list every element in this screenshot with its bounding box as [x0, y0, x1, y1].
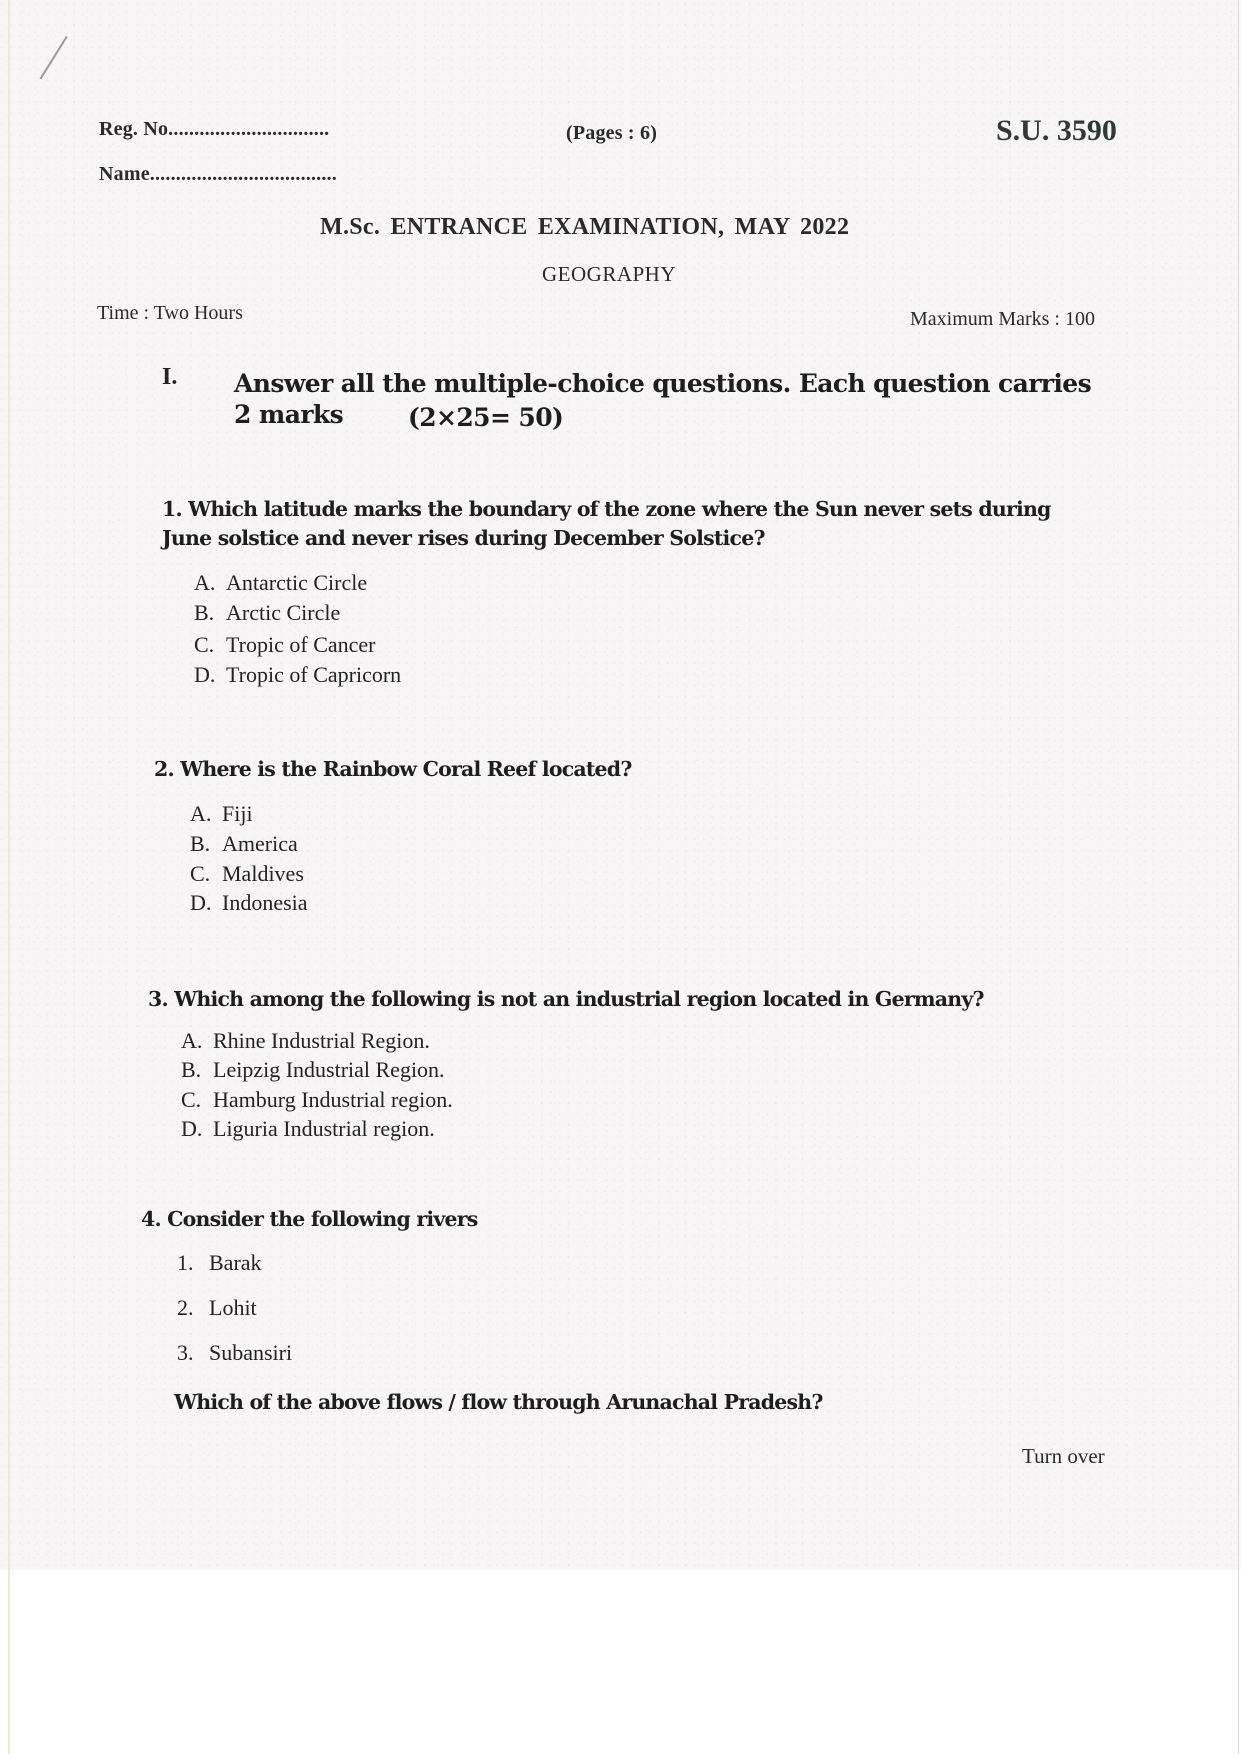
scan-left-edge — [8, 0, 10, 1754]
question-3-option-d: D. Liguria Industrial region. — [181, 1116, 435, 1141]
paper-code: S.U. 3590 — [996, 114, 1117, 147]
marks-per-question: 2 marks — [234, 400, 344, 429]
section-number: I. — [162, 364, 178, 390]
question-1-option-a: A. Antarctic Circle — [194, 570, 368, 595]
question-4-item-3: 3. Subansiri — [177, 1340, 293, 1365]
question-3-text: 3. Which among the following is not an industrial region located in Germany? — [148, 987, 984, 1011]
question-1-text: 1. Which latitude marks the boundary of the zone where the Sun never sets during — [162, 497, 1051, 521]
subject-title: GEOGRAPHY — [542, 262, 677, 286]
question-1-text-cont: June solstice and never rises during December Solstice? — [162, 526, 765, 550]
maximum-marks: Maximum Marks : 100 — [910, 308, 1095, 330]
question-3-option-c: C. Hamburg Industrial region. — [181, 1087, 453, 1112]
question-2-option-a: A. Fiji — [190, 801, 253, 826]
marks-total: (2×25= 50) — [408, 403, 564, 432]
section-instruction-line1: Answer all the multiple-choice questions. Each question carries — [234, 369, 1092, 398]
question-4-prompt: Which of the above flows / flow through Arunachal Pradesh? — [174, 1390, 823, 1414]
question-1-option-d: D. Tropic of Capricorn — [194, 662, 402, 687]
question-4-text: 4. Consider the following rivers — [141, 1207, 478, 1231]
question-4-item-1: 1. Barak — [177, 1250, 262, 1275]
scan-right-edge — [1238, 0, 1239, 1754]
question-4-item-2: 2. Lohit — [177, 1295, 257, 1320]
question-2-option-c: C. Maldives — [190, 861, 304, 886]
question-2-text: 2. Where is the Rainbow Coral Reef located? — [154, 757, 632, 781]
question-3-option-b: B. Leipzig Industrial Region. — [181, 1057, 445, 1082]
question-3-option-a: A. Rhine Industrial Region. — [181, 1028, 430, 1053]
time-allowed: Time : Two Hours — [97, 302, 243, 324]
name-field: Name.................................... — [99, 163, 337, 185]
question-1-option-c: C. Tropic of Cancer — [194, 632, 376, 657]
question-2-option-d: D. Indonesia — [190, 890, 308, 915]
reg-no-field: Reg. No............................... — [99, 118, 330, 140]
question-2-option-b: B. America — [190, 831, 298, 856]
exam-title: M.Sc. ENTRANCE EXAMINATION, MAY 2022 — [320, 214, 850, 240]
turn-over-note: Turn over — [1022, 1444, 1105, 1468]
question-1-option-b: B. Arctic Circle — [194, 600, 341, 625]
page-count: (Pages : 6) — [566, 122, 658, 144]
